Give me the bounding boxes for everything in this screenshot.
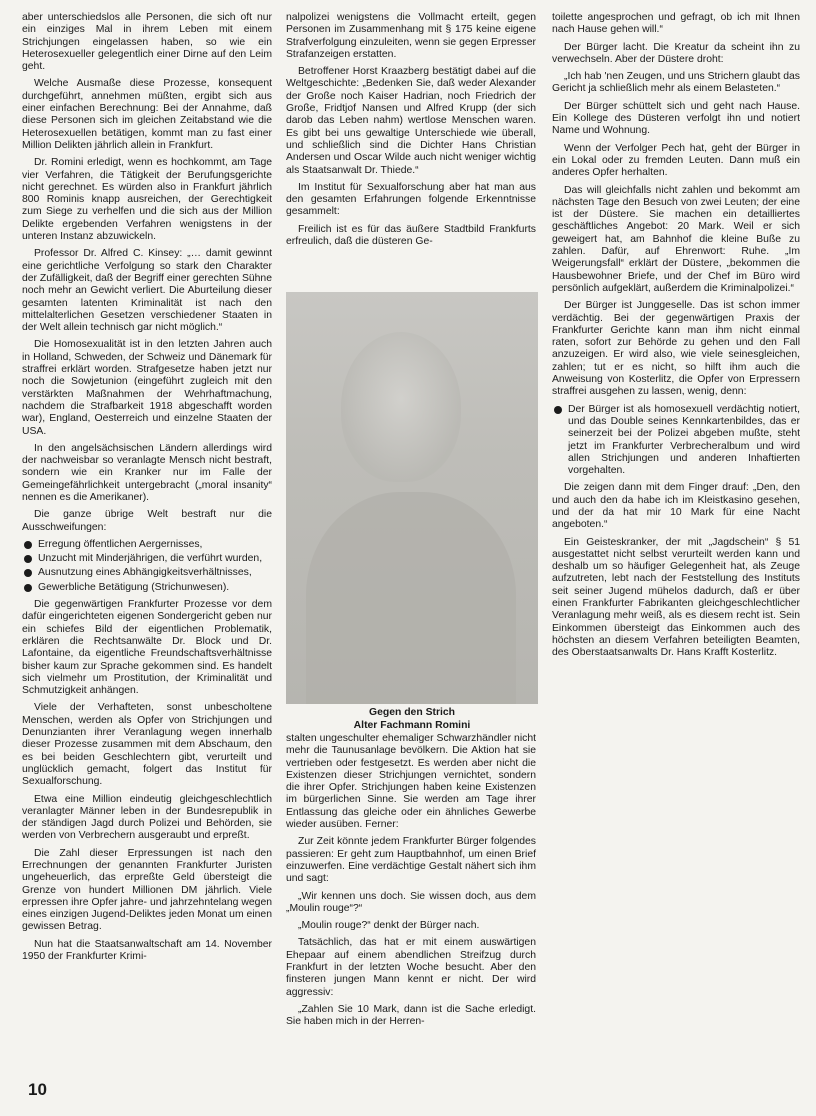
paragraph: Nun hat die Staatsanwaltschaft am 14. November 1950 der Frankfurter Krimi-: [22, 938, 272, 963]
bullet-item: Erregung öffentlichen Aergernisses,: [22, 539, 272, 551]
photo-caption: [286, 706, 538, 732]
paragraph: „Moulin rouge?“ denkt der Bürger nach.: [298, 920, 480, 932]
paragraph: toilette angesprochen und gefragt, ob ich mit Ihnen nach Hause gehen will.“: [552, 12, 800, 36]
paragraph: In den angelsächsischen Ländern allerdings wird der nachweisbar so veranlagte Mensch nicht bestraft, sondern wie ein Kranker nur im Falle der Gemeingefährlichkeit untergebracht („moral insanity“ nennen es die Amerikaner).: [22, 442, 272, 503]
paragraph: Die Homosexualität ist in den letzten Jahren auch in Holland, Schweden, der Schweiz und Dänemark für straffrei erklärt worden. Strafgesetze haben jetzt nur noch die Sowjetunion (eingeführt zugleich mit den verstärkten Maßnahmen der Wehrhaftmachung, nachdem die Strafbarkeit 1918 abgeschafft worden war), England, Oesterreich und einzelne Staaten der USA.: [22, 339, 272, 437]
article-column-2: [286, 12, 536, 253]
paragraph: Wenn der Verfolger Pech hat, geht der Bürger in ein Lokal oder zu fremden Leuten. Dann muß ein anderes Opfer herhalten.: [552, 142, 800, 179]
bullet-item: Unzucht mit Minderjährigen, die verführt wurden,: [22, 553, 272, 565]
paragraph: Der Bürger schüttelt sich und geht nach Hause. Ein Kollege des Düsteren verfolgt ihn und notiert Name und Wohnung.: [552, 100, 800, 137]
paragraph: Die gegenwärtigen Frankfurter Prozesse vor dem dafür eingerichteten eigenen Sondergericht geben nur ein schiefes Bild der eigentlichen Problematik, erklären die Rechtsanwälte Dr. Block und Dr. Lafontaine, da eigentliche Freundschaftsverhältnisse bisher kaum zur Sprache gekommen sind. Es handelt sich vielmehr um Prostitution, der Kriminalität und Schmutzigkeit anhängen.: [22, 599, 272, 697]
paragraph: stalten ungeschulter ehemaliger Schwarzhändler nicht mehr die Taunusanlage bevölkern. Die Aktion hat sie vertrieben oder festgesetzt. Es werden aber nicht die Existenzen dieser Strichjungen vernichtet, sondern die ihrer Opfer. Strichjungen haben keine Existenzen im bürgerlichen Sinne. Sie werden am Tage ihrer Entlassung das gleiche oder ein ähnliches Gewerbe wieder ausüben. Ferner:: [286, 733, 536, 831]
portrait-photo: [286, 292, 538, 704]
paragraph: Die Zahl dieser Erpressungen ist nach den Errechnungen der genannten Frankfurter Juristen ungeheuerlich, das erpreßte Geld übersteigt die Grenze von hundert Millionen DM jährlich. Viele erpressen ihre Opfer jahre- und jahrzehntelang wegen eines einzigen Jugend-Deliktes jeden Monat um einen gewissen Betrag.: [22, 847, 272, 933]
paragraph: Der Bürger ist Junggeselle. Das ist schon immer verdächtig. Bei der gegenwärtigen Praxis der Frankfurter Gerichte kann man ihm nicht einmal raten, sofort zur Behörde zu gehen und den Fall anzuzeigen. Er wird also, wie viele seinesgleichen, zahlen; tut er es nicht, so hilft ihm auch die Anweisung von Kosterlitz, die Opfer von Erpressern straffrei ausgehen zu lassen, wenig, denn:: [552, 300, 800, 398]
paragraph: Zur Zeit könnte jedem Frankfurter Bürger folgendes passieren: Er geht zum Hauptbahnhof, um einen Brief einzuwerfen. Eine verdächtige Gestalt nähert sich ihm und sagt:: [286, 836, 536, 885]
bullet-list: [552, 404, 800, 478]
paragraph: Ein Geisteskranker, der mit „Jagdschein“ § 51 ausgestattet nicht selbst verurteilt werden kann und deshalb um so häufiger Gelegenheit hat, als Zeuge aufzutreten, lebt nach der Feststellung des Instituts seit seiner Jugend mühelos dadurch, daß er über einen Frankfurter Fabrikanten gleichgeschlechtlicher Veranlagung mehr weiß, als es diesem recht ist. Sein Einkommen übersteigt das Einkommen auch des höchsten an diesem Verfahren beteiligten Beamten, des Oberstaatsanwalts Dr. Hans Krafft Kosterlitz.: [552, 536, 800, 659]
article-column-1: [22, 12, 272, 968]
paragraph: „Ich hab 'nen Zeugen, und uns Strichern glaubt das Gericht ja schließlich mehr als einem Belasteten.“: [552, 71, 800, 95]
caption-name: Romini: [435, 720, 471, 731]
caption-line-1: Gegen den Strich: [368, 707, 456, 718]
paragraph: „Wir kennen uns doch. Sie wissen doch, aus dem „Moulin rouge“?“: [286, 890, 536, 914]
paragraph: Betroffener Horst Kraazberg bestätigt dabei auf die Weltgeschichte: „Bedenken Sie, daß weder Alexander der Große noch Kaiser Hadrian, noch Friedrich der Große, Fridtjof Nansen und Alfred Krupp (der sich darob das Leben nahm) wertlose Menschen waren. Es gibt bei uns gewaltige Unterschiede wie überall, und schließlich sind die Dichter Hans Christian Andersen und Oscar Wilde auch nicht weniger wichtig als Staatsanwalt Dr. Thiede.“: [286, 66, 536, 176]
paragraph: Viele der Verhafteten, sonst unbescholtene Menschen, werden als Opfer von Strichjungen und Denunzianten ihrer Veranlagung wegen innerhalb dieser Prozesse zusammen mit dem Abschaum, den es bei beiden Geschlechtern gibt, verurteilt und unglücklich gemacht, folgert das Institut für Sexualforschung.: [22, 702, 272, 788]
paragraph: Etwa eine Million eindeutig gleichgeschlechtlich veranlagter Männer leben in der Bundesrepublik in der ständigen Jagd durch Polizei und Behörden, sie werden von Verbrechern ausgeraubt und erpreßt.: [22, 793, 272, 842]
paragraph: Das will gleichfalls nicht zahlen und bekommt am nächsten Tage den Besuch von zwei Leuten; der eine ist der Düstere. Sie machen ein detailliertes geschäftliches Angebot: 20 Mark. Weil er sich geweigert hat, am Bahnhof die kleine Buße zu zahlen. Dafür, auf Ehrenwort: Ruhe. „Im Weigerungsfall“ erklärt der Düstere, „bekommen die Hausbewohner Briefe, und der Chef im Büro wird persönlich aufgeklärt, außerdem die Kriminalpolizei.“: [552, 184, 800, 294]
paragraph: „Zahlen Sie 10 Mark, dann ist die Sache erledigt. Sie haben mich in der Herren-: [286, 1003, 536, 1028]
article-column-2-lower: [286, 733, 536, 1034]
paragraph: nalpolizei wenigstens die Vollmacht erteilt, gegen Personen im Zusammenhang mit § 175 keine eigene Strafverfolgung einzuleiten, wenn sie gegen Erpresser Strafanzeigen erstatten.: [286, 12, 536, 60]
bullet-item: Der Bürger ist als homosexuell verdächtig notiert, und das Double seines Kennkartenbildes, das er seinerzeit bei der Polizei abgeben mußte, steht jetzt im Frankfurter Verbrecheralbum und wird allen Strichjungen und anderen Inhaftierten vorgehalten.: [552, 404, 800, 478]
bullet-item: Gewerbliche Betätigung (Strichunwesen).: [22, 582, 272, 594]
paragraph: aber unterschiedslos alle Personen, die sich oft nur ein einziges Mal in ihrem Leben mit einem Strichjungen eingelassen haben, so wie ein Heterosexueller gelegentlich einer Dirne auf den Leim geht.: [22, 12, 272, 73]
photo-head-silhouette: [341, 332, 461, 482]
paragraph: Im Institut für Sexualforschung aber hat man aus den gesamten Erfahrungen folgende Erkenntnisse gesammelt:: [286, 181, 536, 218]
paragraph: Der Bürger lacht. Die Kreatur da scheint ihn zu verwechseln. Aber der Düstere droht:: [552, 41, 800, 65]
caption-prefix: Alter Fachmann: [353, 720, 436, 731]
page-number: 10: [28, 1080, 47, 1099]
bullet-item: Ausnutzung eines Abhängigkeitsverhältnisses,: [22, 567, 272, 579]
paragraph: Freilich ist es für das äußere Stadtbild Frankfurts erfreulich, daß die düsteren Ge-: [286, 223, 536, 248]
photo-body-silhouette: [306, 492, 516, 704]
bullet-list: [22, 539, 272, 594]
paragraph: Tatsächlich, das hat er mit einem auswärtigen Ehepaar auf einem abendlichen Streifzug durch Frankfurt in der letzten Woche besucht. Aber den finsteren jungen Mann kennt er nicht. Der wird aggressiv:: [286, 937, 536, 998]
paragraph: Professor Dr. Alfred C. Kinsey: „… damit gewinnt eine gerichtliche Verfolgung so stark den Charakter der Zufälligkeit, daß der Begriff einer gerechten Sühne noch mehr an Gewicht verliert. Die Aburteilung dieser gesamten latenten Kriminalität ist nach den mittelalterlichen Gesetzen verschiedener Staaten in der Welt allein technisch gar nicht möglich.“: [22, 248, 272, 334]
paragraph: Welche Ausmaße diese Prozesse, konsequent durchgeführt, annehmen müßten, ergibt sich aus einer einfachen Berechnung: Bei der Annahme, daß diese Personen sich im gleichen Zeitabstand wie die Heterosexuellen betätigen, kommt man zu fast einer Million Delikten jährlich allein in Frankfurt.: [22, 78, 272, 151]
article-column-3: [552, 12, 800, 665]
caption-line-2: [286, 719, 538, 732]
paragraph: Dr. Romini erledigt, wenn es hochkommt, am Tage vier Verfahren, die Tätigkeit der Berufungsgerichte nicht gerechnet. Es würden also in Frankfurt jährlich 800 Rominis knapp ausreichen, der Gerechtigkeit zum Siege zu verhelfen und die sich aus der Million Delikte ergebenden Verfahren wenigstens in der unteren Instanz abzuwickeln.: [22, 157, 272, 243]
paragraph: Die zeigen dann mit dem Finger drauf: „Den, den und auch den da habe ich im Kleistkasino gesehen, und der da hat mir 10 Mark für eine Nacht angeboten.“: [552, 482, 800, 531]
paragraph: Die ganze übrige Welt bestraft nur die Ausschweifungen:: [22, 509, 272, 533]
